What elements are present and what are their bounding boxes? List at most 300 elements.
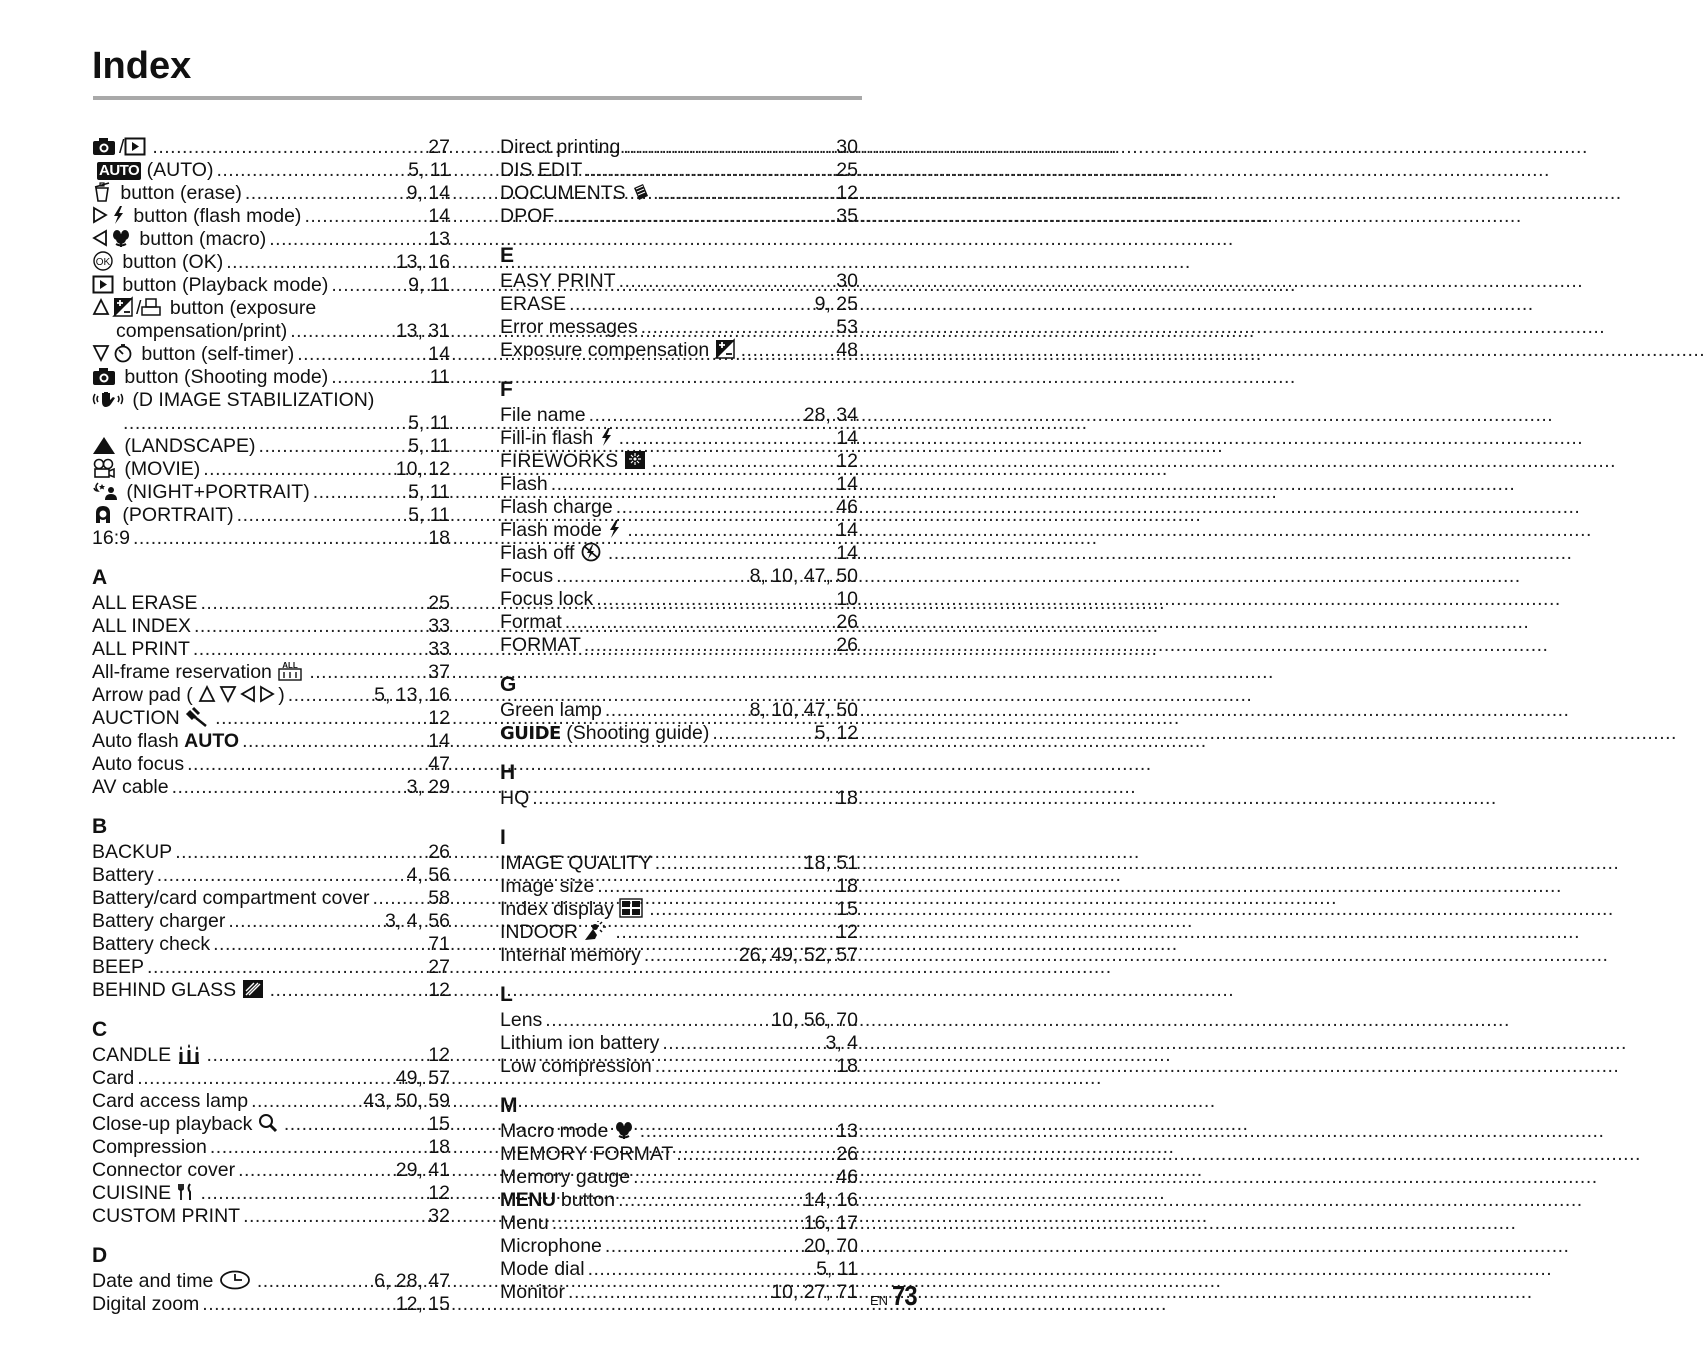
index-entry-pages: 26 <box>836 634 858 656</box>
dot-leader <box>243 1205 424 1228</box>
index-entry-label <box>92 297 316 320</box>
index-entry-pages: 13, 16 <box>395 251 450 273</box>
index-entry <box>92 527 450 550</box>
index-entry-pages: 37 <box>428 661 450 683</box>
dot-leader <box>605 699 746 722</box>
index-entry-text: IMAGE QUALITY <box>500 852 652 874</box>
index-entry <box>92 1090 450 1113</box>
section-letter: F <box>500 378 513 401</box>
index-entry <box>500 1120 858 1143</box>
index-entry-label <box>500 136 620 159</box>
index-entry-text: button (macro) <box>139 228 267 250</box>
index-entry-text: Image size <box>500 875 595 897</box>
arrow-down-icon <box>92 343 110 363</box>
index-entry-label <box>92 661 306 684</box>
dot-leader <box>616 496 833 519</box>
index-entry <box>92 136 450 159</box>
index-entry <box>92 481 450 504</box>
index-entry <box>92 910 450 933</box>
index-entry-label <box>500 473 548 496</box>
index-entry-text: button (OK) <box>122 251 224 273</box>
flash-icon <box>607 519 621 539</box>
dot-leader <box>270 979 425 1002</box>
index-entry-pages: 26, 49, 52, 57 <box>738 944 858 966</box>
dot-leader <box>589 404 800 427</box>
index-entry-label <box>92 841 172 864</box>
index-entry-pages: 33 <box>428 615 450 637</box>
dot-leader <box>640 1120 833 1143</box>
night-portrait-icon <box>92 481 118 501</box>
index-entry-label <box>92 887 369 910</box>
index-entry-pages: 14 <box>428 730 450 752</box>
index-entry-pages: 43, 50, 59 <box>363 1090 450 1112</box>
fireworks-icon <box>624 450 646 470</box>
index-entry-text: compensation/print) <box>116 320 288 342</box>
index-entry <box>500 611 858 634</box>
dot-leader <box>652 450 833 473</box>
index-entry <box>500 1166 858 1189</box>
arrow-left-icon <box>240 684 256 704</box>
index-entry-text: EASY PRINT <box>500 270 616 292</box>
section-letter: H <box>500 761 516 784</box>
index-entry-label <box>500 898 646 921</box>
index-entry-pages: 15 <box>428 1113 450 1135</box>
index-entry <box>500 519 858 542</box>
dot-leader <box>608 542 832 565</box>
index-entry <box>500 1055 858 1078</box>
index-entry-label <box>92 159 213 182</box>
index-entry-label <box>500 270 616 293</box>
dot-leader <box>123 412 404 435</box>
dot-leader <box>157 864 403 887</box>
index-entry-text: button (self-timer) <box>141 343 295 365</box>
page-footer <box>870 1280 921 1312</box>
index-entry-text: FORMAT <box>500 634 581 656</box>
exposure-comp-icon <box>715 339 735 359</box>
index-entry-text: Memory gauge <box>500 1166 631 1188</box>
index-entry-pages: 4, 56 <box>406 864 450 886</box>
index-entry-text: Low compression <box>500 1055 652 1077</box>
magnifier-icon <box>258 1113 278 1133</box>
index-entry-text: button (Shooting mode) <box>124 366 329 388</box>
index-entry-pages: 30 <box>836 270 858 292</box>
index-entry-pages: 5, 11 <box>408 159 450 181</box>
index-entry-label <box>500 182 654 205</box>
index-entry <box>92 297 450 320</box>
index-entry-pages: 13, 31 <box>395 320 450 342</box>
index-entry-text: ERASE <box>500 293 567 315</box>
index-entry-label <box>500 293 566 316</box>
index-entry <box>92 343 450 366</box>
index-entry-text: (LANDSCAPE) <box>124 435 256 457</box>
self-timer-icon <box>113 343 133 363</box>
dot-leader <box>226 251 392 274</box>
index-entry-text: Arrow pad ( <box>92 684 193 706</box>
index-entry <box>500 473 858 496</box>
dot-leader <box>187 753 424 776</box>
slash-separator: / <box>136 297 142 319</box>
section-letter: C <box>92 1018 108 1041</box>
index-entry-text: FIREWORKS <box>500 450 619 472</box>
index-entry-pages: 5, 11 <box>408 481 450 503</box>
title-divider <box>93 96 862 100</box>
index-entry <box>92 753 450 776</box>
index-entry-label <box>500 722 709 745</box>
index-entry-pages: 13 <box>836 1120 858 1142</box>
index-entry <box>500 1189 858 1212</box>
index-entry-label <box>500 519 624 542</box>
image-stabilization-icon <box>92 389 124 409</box>
index-entry-text: Flash mode <box>500 519 602 541</box>
dot-leader <box>619 270 833 293</box>
index-entry-text: DPOF <box>500 205 555 227</box>
index-entry-text: (D IMAGE STABILIZATION) <box>132 389 375 411</box>
dot-leader <box>588 1258 813 1281</box>
index-entry-label <box>92 730 239 753</box>
dot-leader <box>237 504 404 527</box>
index-entry <box>92 458 450 481</box>
arrow-right-icon <box>92 205 108 225</box>
index-entry <box>92 320 450 343</box>
dot-leader <box>552 1212 800 1235</box>
index-entry-pages: 12 <box>836 182 858 204</box>
auto-mode-icon <box>92 159 94 179</box>
index-entry-pages: 12 <box>428 1182 450 1204</box>
camera-icon <box>92 366 116 386</box>
index-entry-text: Focus lock <box>500 588 594 610</box>
dot-leader <box>194 615 424 638</box>
section-letter: G <box>500 673 517 696</box>
index-entry <box>500 898 858 921</box>
index-entry-pages: 8, 10, 47, 50 <box>749 699 858 721</box>
index-entry <box>500 136 858 159</box>
index-entry-label <box>500 565 553 588</box>
index-entry-label <box>92 274 328 297</box>
index-entry <box>500 1281 858 1304</box>
index-entry <box>92 205 450 228</box>
index-entry <box>92 933 450 956</box>
dot-leader <box>288 684 370 707</box>
auto-flash-tag: AUTO <box>184 730 240 752</box>
index-entry-text: Exposure compensation <box>500 339 710 361</box>
dot-leader <box>596 588 832 611</box>
index-entry-text: File name <box>500 404 586 426</box>
dot-leader <box>203 458 392 481</box>
dot-leader <box>251 1090 359 1113</box>
index-entry-label <box>92 366 328 389</box>
index-entry-text: Flash charge <box>500 496 613 518</box>
index-entry-text: Flash <box>500 473 548 495</box>
dot-leader <box>245 182 403 205</box>
dot-leader <box>201 592 425 615</box>
arrow-up-icon <box>198 684 216 704</box>
index-entry <box>500 270 858 293</box>
guide-tag: GUIDE <box>500 723 561 744</box>
index-entry-pages: 12, 15 <box>395 1293 450 1315</box>
section-letter: A <box>92 566 108 589</box>
arrow-up-icon <box>92 297 110 317</box>
index-entry-label <box>500 611 562 634</box>
index-entry-text: Fill-in flash <box>500 427 594 449</box>
index-entry-text: Internal memory <box>500 944 641 966</box>
dot-leader <box>649 898 832 921</box>
index-entry-pages: 25 <box>428 592 450 614</box>
dot-leader <box>615 921 832 944</box>
index-entry-pages: 12 <box>428 707 450 729</box>
index-entry-label <box>500 542 605 565</box>
dot-leader <box>372 887 424 910</box>
index-entry-pages: 9, 25 <box>814 293 858 315</box>
dot-leader <box>309 661 424 684</box>
index-entry-pages: 47 <box>428 753 450 775</box>
macro-icon <box>614 1120 634 1140</box>
dot-leader <box>623 136 832 159</box>
index-entry <box>92 1136 450 1159</box>
index-entry-label <box>500 404 586 427</box>
dot-leader <box>556 565 745 588</box>
dot-leader <box>597 875 832 898</box>
index-entry-pages: 49, 57 <box>395 1067 450 1089</box>
index-entry-text: Card access lamp <box>92 1090 249 1112</box>
section-letter: M <box>500 1094 518 1117</box>
index-entry-pages: 12 <box>428 1044 450 1066</box>
index-entry-text: Battery <box>92 864 154 886</box>
index-entry-label <box>92 979 267 1002</box>
index-entry <box>92 435 450 458</box>
index-entry-label <box>500 1189 615 1212</box>
index-entry-text: (PORTRAIT) <box>122 504 234 526</box>
index-entry-text: Battery charger <box>92 910 226 932</box>
index-entry-pages: 18 <box>836 875 858 897</box>
index-entry <box>500 182 858 205</box>
dot-leader <box>619 427 833 450</box>
page-number: 73 <box>892 1280 917 1311</box>
index-entry <box>500 944 858 967</box>
dot-leader <box>147 956 424 979</box>
index-entry <box>500 588 858 611</box>
index-entry-text: button (flash mode) <box>133 205 302 227</box>
index-entry-pages: 20, 70 <box>803 1235 858 1257</box>
index-entry-pages: 14 <box>428 343 450 365</box>
index-entry-pages: 26 <box>836 1143 858 1165</box>
dot-leader <box>202 1293 391 1316</box>
dot-leader <box>284 1113 424 1136</box>
index-entry-text: button <box>560 1189 616 1211</box>
index-entry-text: Error messages <box>500 316 638 338</box>
index-entry <box>92 159 450 182</box>
svg-text:ALL: ALL <box>282 661 299 670</box>
index-entry-text: button (erase) <box>120 182 242 204</box>
index-entry <box>92 274 450 297</box>
section-letter: I <box>500 826 506 849</box>
index-entry <box>92 389 450 412</box>
flash-icon <box>599 427 613 447</box>
dot-leader <box>741 339 833 362</box>
index-entry-pages: 16, 17 <box>803 1212 858 1234</box>
index-entry <box>92 182 450 205</box>
index-entry-label <box>92 933 210 956</box>
index-entry-label <box>500 1235 602 1258</box>
index-entry-label <box>92 228 266 251</box>
index-entry-pages: 11 <box>429 366 450 388</box>
index-entry-text: Macro mode <box>500 1120 609 1142</box>
index-entry <box>92 1044 450 1067</box>
index-entry-pages: 71 <box>428 933 450 955</box>
index-entry <box>92 776 450 799</box>
index-entry-pages: 10, 12 <box>395 458 450 480</box>
dot-leader <box>215 707 424 730</box>
slash-separator: / <box>119 136 125 158</box>
index-entry-text: Flash off <box>500 542 575 564</box>
arrow-right-icon <box>259 684 275 704</box>
index-entry <box>500 699 858 722</box>
dot-leader <box>175 841 424 864</box>
index-entry-label <box>92 389 374 412</box>
index-entry-label <box>92 592 198 615</box>
section-letter: B <box>92 815 108 838</box>
ok-button-icon <box>92 251 114 271</box>
dot-leader <box>633 1166 832 1189</box>
index-entry-label <box>92 1159 235 1182</box>
dot-leader <box>657 182 832 205</box>
index-entry-text: AV cable <box>92 776 169 798</box>
index-entry-text: Monitor <box>500 1281 566 1303</box>
page-title: Index <box>92 45 192 87</box>
index-display-icon <box>619 898 643 918</box>
menu-tag: MENU <box>500 1189 556 1211</box>
index-entry <box>92 707 450 730</box>
index-entry-pages: 25 <box>836 159 858 181</box>
index-entry-text: (MOVIE) <box>124 458 201 480</box>
index-entry-text: Green lamp <box>500 699 602 721</box>
dot-leader <box>584 634 832 657</box>
dot-leader <box>712 722 810 745</box>
dot-leader <box>313 481 404 504</box>
section-letter: D <box>92 1244 108 1267</box>
index-entry-pages: 8, 10, 47, 50 <box>749 565 858 587</box>
dot-leader <box>644 944 735 967</box>
index-entry <box>500 875 858 898</box>
erase-trash-icon <box>92 182 112 202</box>
index-entry-pages: 14, 16 <box>803 1189 858 1211</box>
dot-leader <box>627 519 832 542</box>
index-entry-label <box>500 921 612 944</box>
index-entry-label <box>500 1166 630 1189</box>
dot-leader <box>641 316 833 339</box>
indoor-icon <box>583 921 609 941</box>
index-entry <box>500 787 858 810</box>
index-entry-pages: 9, 11 <box>408 274 450 296</box>
index-entry-pages: 33 <box>428 638 450 660</box>
index-entry <box>500 921 858 944</box>
index-entry-text: Card <box>92 1067 135 1089</box>
index-entry-label <box>500 588 593 611</box>
index-entry-text: ALL PRINT <box>92 638 190 660</box>
dot-leader <box>605 1235 800 1258</box>
dot-leader <box>172 776 403 799</box>
index-entry-pages: 18, 51 <box>803 852 858 874</box>
index-entry <box>92 251 450 274</box>
dot-leader <box>655 852 800 875</box>
index-entry-pages: 35 <box>836 205 858 227</box>
dot-leader <box>331 366 426 389</box>
dot-leader <box>297 343 424 366</box>
index-entry-label <box>92 1293 199 1316</box>
index-entry-pages: 14 <box>836 519 858 541</box>
index-entry-label <box>92 1044 204 1067</box>
index-entry <box>500 1235 858 1258</box>
index-entry-text: All-frame reservation <box>92 661 272 683</box>
index-entry <box>92 1270 450 1293</box>
index-entry-text: Date and time <box>92 1270 214 1292</box>
index-entry-label <box>92 504 234 527</box>
index-entry-pages: 13 <box>428 228 450 250</box>
dot-leader <box>257 1270 370 1293</box>
index-entry-text: Digital zoom <box>92 1293 200 1315</box>
index-entry-pages: 26 <box>428 841 450 863</box>
index-entry-pages: 9, 14 <box>406 182 450 204</box>
dot-leader <box>216 159 404 182</box>
dot-leader <box>655 1055 833 1078</box>
index-entry-label <box>500 427 616 450</box>
playback-icon <box>124 136 146 156</box>
index-entry-text: (NIGHT+PORTRAIT) <box>126 481 310 503</box>
index-entry <box>500 542 858 565</box>
index-entry-pages: 14 <box>836 473 858 495</box>
index-entry-text: CUISINE <box>92 1182 172 1204</box>
flash-off-icon <box>580 542 602 562</box>
index-entry-label <box>500 634 581 657</box>
dot-leader <box>133 527 424 550</box>
index-entry <box>92 684 450 707</box>
index-entry <box>92 1293 450 1316</box>
index-entry-pages: 27 <box>428 956 450 978</box>
index-entry-pages: 10 <box>836 588 858 610</box>
index-entry <box>92 887 450 910</box>
index-entry-label <box>92 956 144 979</box>
index-entry-suffix: ) <box>278 684 285 706</box>
index-entry <box>92 864 450 887</box>
dot-leader <box>228 910 381 933</box>
index-entry-pages: 32 <box>428 1205 450 1227</box>
index-entry-label <box>92 136 149 159</box>
index-entry-pages: 46 <box>836 1166 858 1188</box>
camera-icon <box>92 136 116 156</box>
index-entry-label <box>500 1009 542 1032</box>
index-entry-text: Mode dial <box>500 1258 585 1280</box>
index-entry-text: Auto flash <box>92 730 179 752</box>
portrait-icon <box>92 504 114 524</box>
index-entry-pages: 5, 12 <box>814 722 858 744</box>
index-entry-label <box>500 852 652 875</box>
index-entry-text: Format <box>500 611 562 633</box>
index-entry-label <box>92 1113 281 1136</box>
dot-leader <box>213 933 424 956</box>
index-entry-label <box>92 1136 207 1159</box>
dot-leader <box>269 228 424 251</box>
index-entry-pages: 27 <box>428 136 450 158</box>
index-entry-label <box>500 1032 659 1055</box>
index-entry-pages: 18 <box>836 787 858 809</box>
index-entry-label <box>500 787 529 810</box>
index-entry-pages: 3, 4, 56 <box>384 910 450 932</box>
index-entry-pages: 14 <box>428 205 450 227</box>
index-entry-text: Auto focus <box>92 753 185 775</box>
index-entry-pages: 58 <box>428 887 450 909</box>
index-entry-text: AUCTION <box>92 707 180 729</box>
dot-leader <box>568 1281 767 1304</box>
index-entry-pages: 18 <box>836 1055 858 1077</box>
